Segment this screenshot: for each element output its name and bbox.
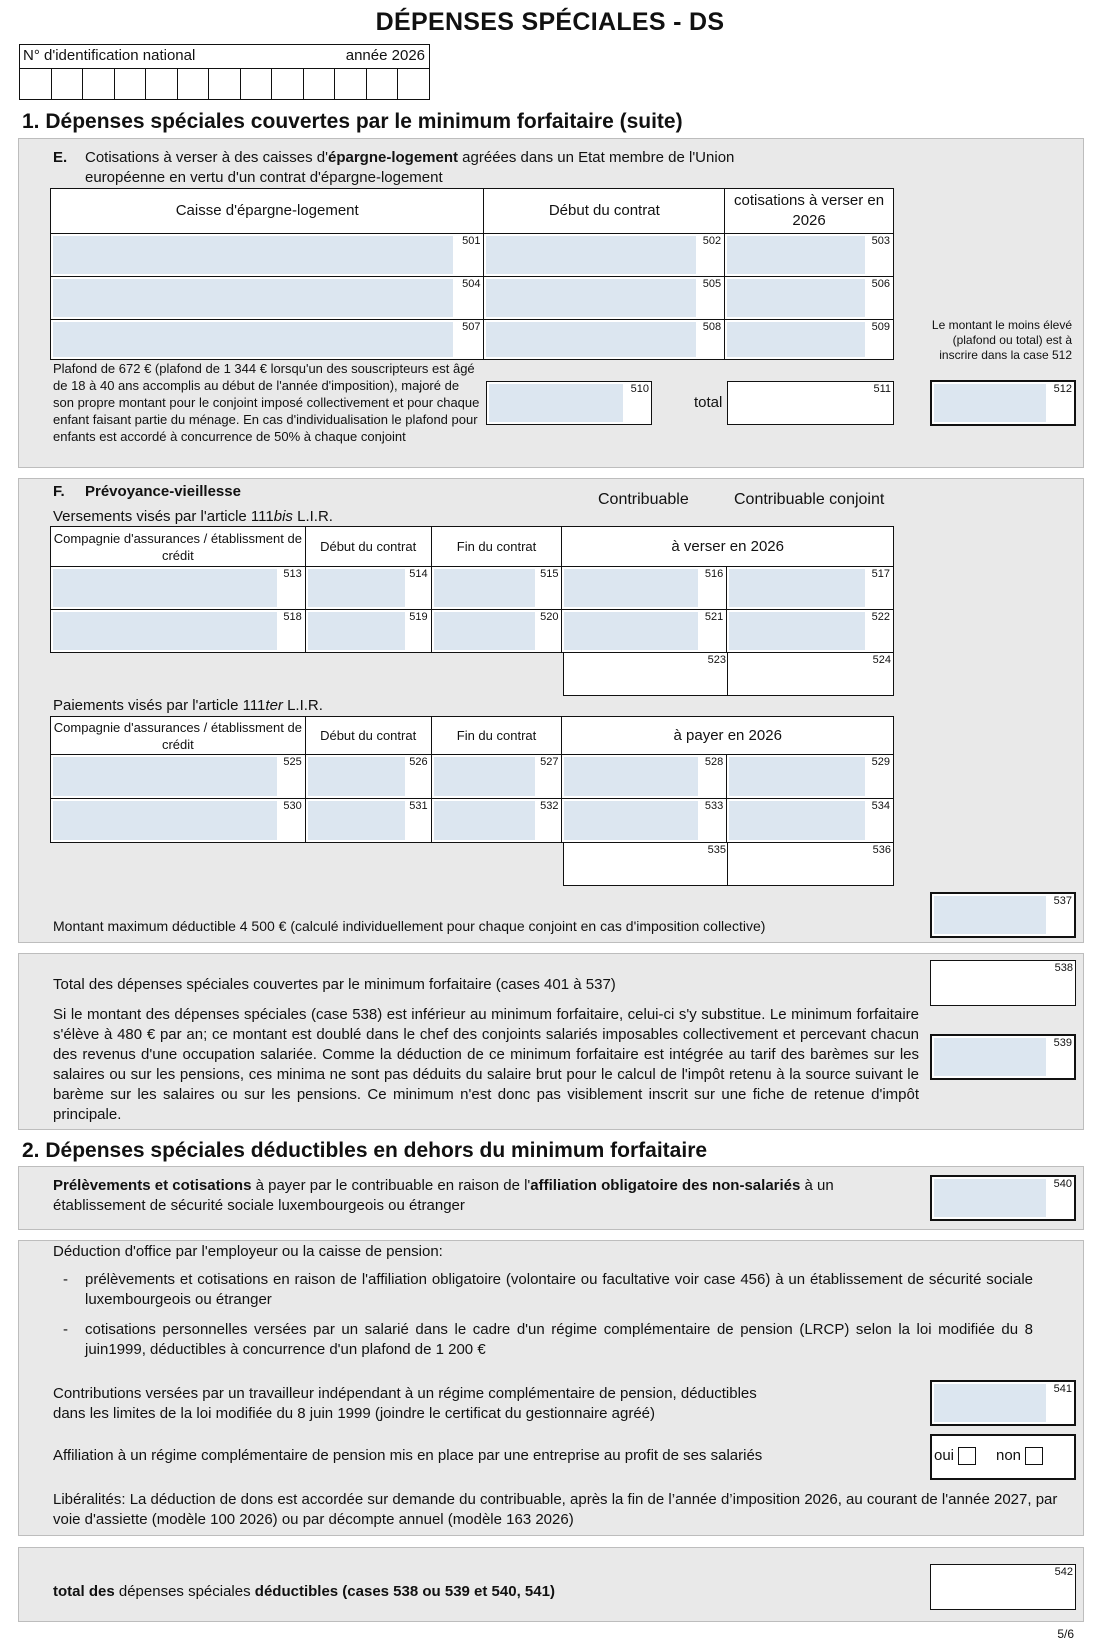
field-542[interactable]: 542: [930, 1564, 1076, 1610]
field-526[interactable]: 526: [305, 755, 431, 799]
col-fin-contrat: Fin du contrat: [431, 527, 562, 567]
field-513[interactable]: 513: [51, 567, 306, 610]
field-541[interactable]: 541: [930, 1380, 1076, 1426]
field-517[interactable]: 517: [727, 567, 894, 610]
id-digit-cell[interactable]: [398, 69, 429, 99]
field-506[interactable]: 506: [725, 277, 894, 320]
section2-heading: 2. Dépenses spéciales déductibles en dehors du minimum forfaitaire: [22, 1139, 708, 1162]
bullet-mark-2: -: [63, 1321, 68, 1338]
identification-label: N° d'identification national: [23, 47, 196, 64]
bullet-mark-1: -: [63, 1271, 68, 1288]
total-label: total: [694, 394, 723, 411]
identification-cells: [20, 68, 429, 99]
bullet-1: prélèvements et cotisations en raison de l'affiliation obligatoire (volontaire ou facultative voir case 456) à un établissement de sécurité sociale luxembourgeois ou étranger: [85, 1271, 1033, 1308]
field-505[interactable]: 505: [484, 277, 725, 320]
field-531[interactable]: 531: [305, 799, 431, 843]
field-511[interactable]: 511: [727, 381, 894, 425]
field-514[interactable]: 514: [305, 567, 431, 610]
field-519[interactable]: 519: [305, 610, 431, 653]
id-digit-cell[interactable]: [52, 69, 84, 99]
id-digit-cell[interactable]: [115, 69, 147, 99]
id-digit-cell[interactable]: [304, 69, 336, 99]
total-couvertes-text: Total des dépenses spéciales couvertes par le minimum forfaitaire (cases 401 à 537): [53, 976, 616, 993]
paiements-table: [50, 716, 894, 843]
contribuable-label: Contribuable: [598, 491, 689, 508]
id-digit-cell[interactable]: [272, 69, 304, 99]
col-a-payer: à payer en 2026: [562, 717, 894, 755]
oui-checkbox[interactable]: [958, 1447, 976, 1465]
field-501[interactable]: 501: [51, 234, 484, 277]
col-compagnie-b: Compagnie d'assurances / établissment de crédit: [51, 717, 306, 755]
field-539[interactable]: 539: [930, 1034, 1076, 1080]
field-516[interactable]: 516: [562, 567, 727, 610]
field-528[interactable]: 528: [562, 755, 727, 799]
affiliation-text: Affiliation à un régime complémentaire de pension mis en place par une entreprise au profit de ses salariés: [53, 1447, 763, 1464]
contribuable-conjoint-label: Contribuable conjoint: [734, 491, 885, 508]
id-digit-cell[interactable]: [83, 69, 115, 99]
non-option: [996, 1447, 1043, 1465]
id-digit-cell[interactable]: [178, 69, 210, 99]
field-529[interactable]: 529: [727, 755, 894, 799]
section-e-intro: Cotisations à verser à des caisses d'épargne-logement agréées dans un Etat membre de l'Union européenne en vertu d'un contrat d'épargne-logement: [85, 149, 735, 186]
versements-table: [50, 526, 894, 653]
field-540[interactable]: 540: [930, 1175, 1076, 1221]
contributions-line-2: dans les limites de la loi modifiée du 8 juin 1999 (joindre le certificat du gestionnaire agréé): [53, 1405, 656, 1422]
deduction-office-text: Déduction d'office par l'employeur ou la caisse de pension:: [53, 1243, 443, 1260]
col-cotisations: cotisations à verser en 2026: [725, 189, 894, 234]
minimum-forfaitaire-text: Si le montant des dépenses spéciales (case 538) est inférieur au minimum forfaitaire, celui-ci s'y substitue. Le minimum forfaitaire s'élève à 480 € par an; ce montant est doublé dans le chef des conjoints salariés imposables collectivement et percevant chacun des revenus d'une occupation salariée. Comme la déduction de ce minimum forfaitaire est intégrée au tarif des barèmes sur les salaires ou sur les pensions, ces minima ne sont pas déduits du salaire brut pour le calcul de l'impôt retenu à la source suivant le barème sur les salaires ou sur les pensions. Ce minimum n'est donc pas visiblement inscrit sur une fiche de retenue d'impôt principale.: [53, 1006, 919, 1123]
col-debut-contrat-b: Début du contrat: [305, 717, 431, 755]
field-510[interactable]: 510: [486, 381, 652, 425]
field-532[interactable]: 532: [431, 799, 562, 843]
identification-box: [19, 44, 430, 100]
id-digit-cell[interactable]: [20, 69, 52, 99]
id-digit-cell[interactable]: [335, 69, 367, 99]
paiements-label: Paiements visés par l'article 111ter L.I.R.: [53, 697, 323, 714]
page-title: DÉPENSES SPÉCIALES - DS: [375, 8, 725, 36]
field-522[interactable]: 522: [727, 610, 894, 653]
field-507[interactable]: 507: [51, 320, 484, 360]
id-digit-cell[interactable]: [146, 69, 178, 99]
field-534[interactable]: 534: [727, 799, 894, 843]
section1-heading: 1. Dépenses spéciales couvertes par le minimum forfaitaire (suite): [22, 110, 683, 133]
id-digit-cell[interactable]: [241, 69, 273, 99]
field-520[interactable]: 520: [431, 610, 562, 653]
field-502[interactable]: 502: [484, 234, 725, 277]
non-label: non: [996, 1447, 1022, 1464]
col-fin-contrat-b: Fin du contrat: [431, 717, 562, 755]
field-508[interactable]: 508: [484, 320, 725, 360]
field-503[interactable]: 503: [725, 234, 894, 277]
liberalites-text: Libéralités: La déduction de dons est accordée sur demande du contribuable, après la fin de l’année d’imposition 2026, au courant de l'année 2027, par voie d'assiette (modèle 100 2026) ou par décompte annuel (modèle 163 2026): [53, 1491, 1058, 1528]
id-digit-cell[interactable]: [367, 69, 399, 99]
versements-label: Versements visés par l'article 111bis L.I.R.: [53, 508, 333, 525]
field-524[interactable]: 524: [727, 652, 894, 696]
field-533[interactable]: 533: [562, 799, 727, 843]
field-509[interactable]: 509: [725, 320, 894, 360]
col-caisse: Caisse d'épargne-logement: [51, 189, 484, 234]
plafond-text: Plafond de 672 € (plafond de 1 344 € lorsqu'un des souscripteurs est âgé de 18 à 40 ans accomplis au début de l'année d'imposition), majoré de son propre montant pour le conjoint imposé collectivement et pour chaque enfant faisant partie du ménage. En cas d'individualisation le plafond pour enfants est accordé à concurrence de 50% à chaque conjoint: [53, 361, 480, 444]
field-512[interactable]: 512: [930, 380, 1076, 426]
field-538[interactable]: 538: [930, 960, 1076, 1006]
field-537[interactable]: 537: [930, 892, 1076, 938]
year-label: année 2026: [345, 47, 425, 64]
field-527[interactable]: 527: [431, 755, 562, 799]
col-compagnie: Compagnie d'assurances / établissment de crédit: [51, 527, 306, 567]
oui-label: oui: [934, 1447, 955, 1464]
field-518[interactable]: 518: [51, 610, 306, 653]
prelevements-text: Prélèvements et cotisations à payer par le contribuable en raison de l'affiliation obligatoire des non-salariés à un établissement de sécurité sociale luxembourgeois ou étranger: [53, 1177, 834, 1214]
field-530[interactable]: 530: [51, 799, 306, 843]
section-f-title: Prévoyance-vieillesse: [85, 483, 241, 500]
affiliation-choice: [930, 1434, 1076, 1480]
field-535[interactable]: 535: [563, 842, 729, 886]
montant-note: Le montant le moins élevé (plafond ou total) est à inscrire dans la case 512: [931, 318, 1072, 362]
epargne-table: [50, 188, 894, 360]
col-a-verser: à verser en 2026: [562, 527, 894, 567]
field-515[interactable]: 515: [431, 567, 562, 610]
col-debut-contrat: Début du contrat: [305, 527, 431, 567]
total-deductibles-text: total des dépenses spéciales déductibles (cases 538 ou 539 et 540, 541): [53, 1583, 555, 1600]
section-f-letter: F.: [53, 483, 65, 500]
field-523[interactable]: 523: [563, 652, 729, 696]
field-536[interactable]: 536: [727, 842, 894, 886]
non-checkbox[interactable]: [1025, 1447, 1043, 1465]
col-debut: Début du contrat: [484, 189, 725, 234]
field-521[interactable]: 521: [562, 610, 727, 653]
montant-max-text: Montant maximum déductible 4 500 € (calculé individuellement pour chaque conjoint en cas d'imposition collective): [53, 918, 766, 934]
contributions-line-1: Contributions versées par un travailleur indépendant à un régime complémentaire de pension, déductibles: [53, 1385, 757, 1402]
bullet-2: cotisations personnelles versées par un salarié dans le cadre d'un régime complémentaire de pension (LRCP) selon la loi modifiée du 8 juin1999, déductibles à concurrence d'un plafond de 1 200 €: [85, 1321, 1033, 1358]
page-number: 5/6: [1057, 1627, 1074, 1641]
oui-option: [934, 1447, 976, 1465]
section-e-letter: E.: [53, 149, 68, 166]
field-525[interactable]: 525: [51, 755, 306, 799]
id-digit-cell[interactable]: [209, 69, 241, 99]
field-504[interactable]: 504: [51, 277, 484, 320]
